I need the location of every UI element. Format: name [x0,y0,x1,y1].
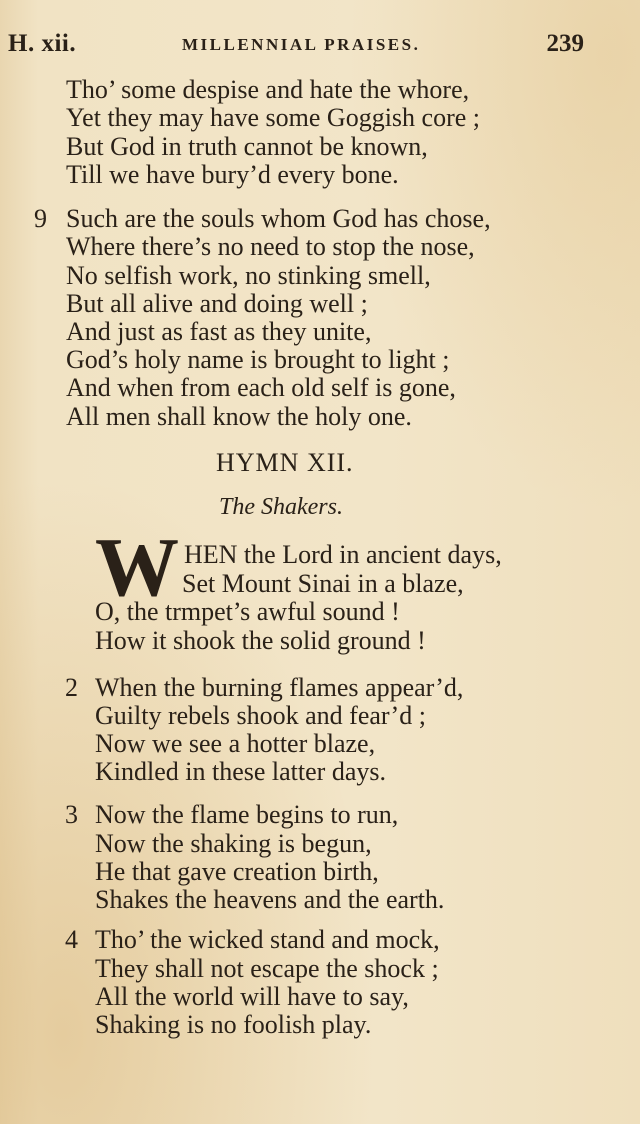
page-number: 239 [546,30,584,57]
verse-line: Tho’ the wicked stand and mock, [95,925,440,954]
verse-line: Tho’ some despise and hate the whore, [66,75,470,104]
verse-line: Now the shaking is begun, [95,829,372,858]
hymn-subtitle: The Shakers. [219,494,343,520]
drop-cap: W [95,521,179,614]
verse-line: How it shook the solid ground ! [95,626,426,655]
verse-line: Kindled in these latter days. [95,757,386,786]
verse-line: Guilty rebels shook and fear’d ; [95,701,426,730]
verse-line: Where there’s no need to stop the nose, [66,232,475,261]
verse-line: They shall not escape the shock ; [95,954,439,983]
hymn-title: HYMN XII. [216,448,354,477]
verse-line: Now the flame begins to run, [95,800,399,829]
verse-line: Shakes the heavens and the earth. [95,885,445,914]
stanza-number: 2 [65,673,78,702]
verse-line: Yet they may have some Goggish core ; [66,103,481,132]
stanza-number: 3 [65,800,78,829]
verse-line: Now we see a hotter blaze, [95,729,376,758]
verse-line: All men shall know the holy one. [66,402,412,431]
verse-line: But all alive and doing well ; [66,289,368,318]
stanza-number: 9 [34,204,47,233]
verse-line: No selfish work, no stinking smell, [66,261,431,290]
verse-line: O, the trmpet’s awful sound ! [95,597,400,626]
verse-line: When the burning flames appear’d, [95,673,464,702]
verse-line: HEN the Lord in ancient days, [184,540,502,569]
verse-line: Shaking is no foolish play. [95,1010,372,1039]
verse-line: Such are the souls whom God has chose, [66,204,491,233]
header-hymn-ref: H. xii. [8,30,77,57]
running-header [0,30,640,62]
verse-line: He that gave creation birth, [95,857,379,886]
verse-line: But God in truth cannot be known, [66,132,428,161]
verse-line: Set Mount Sinai in a blaze, [182,569,464,598]
verse-line: And when from each old self is gone, [66,373,456,402]
stanza-number: 4 [65,925,78,954]
verse-line: And just as fast as they unite, [66,317,372,346]
verse-line: Till we have bury’d every bone. [66,160,399,189]
verse-line: God’s holy name is brought to light ; [66,345,450,374]
verse-line: All the world will have to say, [95,982,409,1011]
header-book-title: MILLENNIAL PRAISES. [182,35,421,54]
